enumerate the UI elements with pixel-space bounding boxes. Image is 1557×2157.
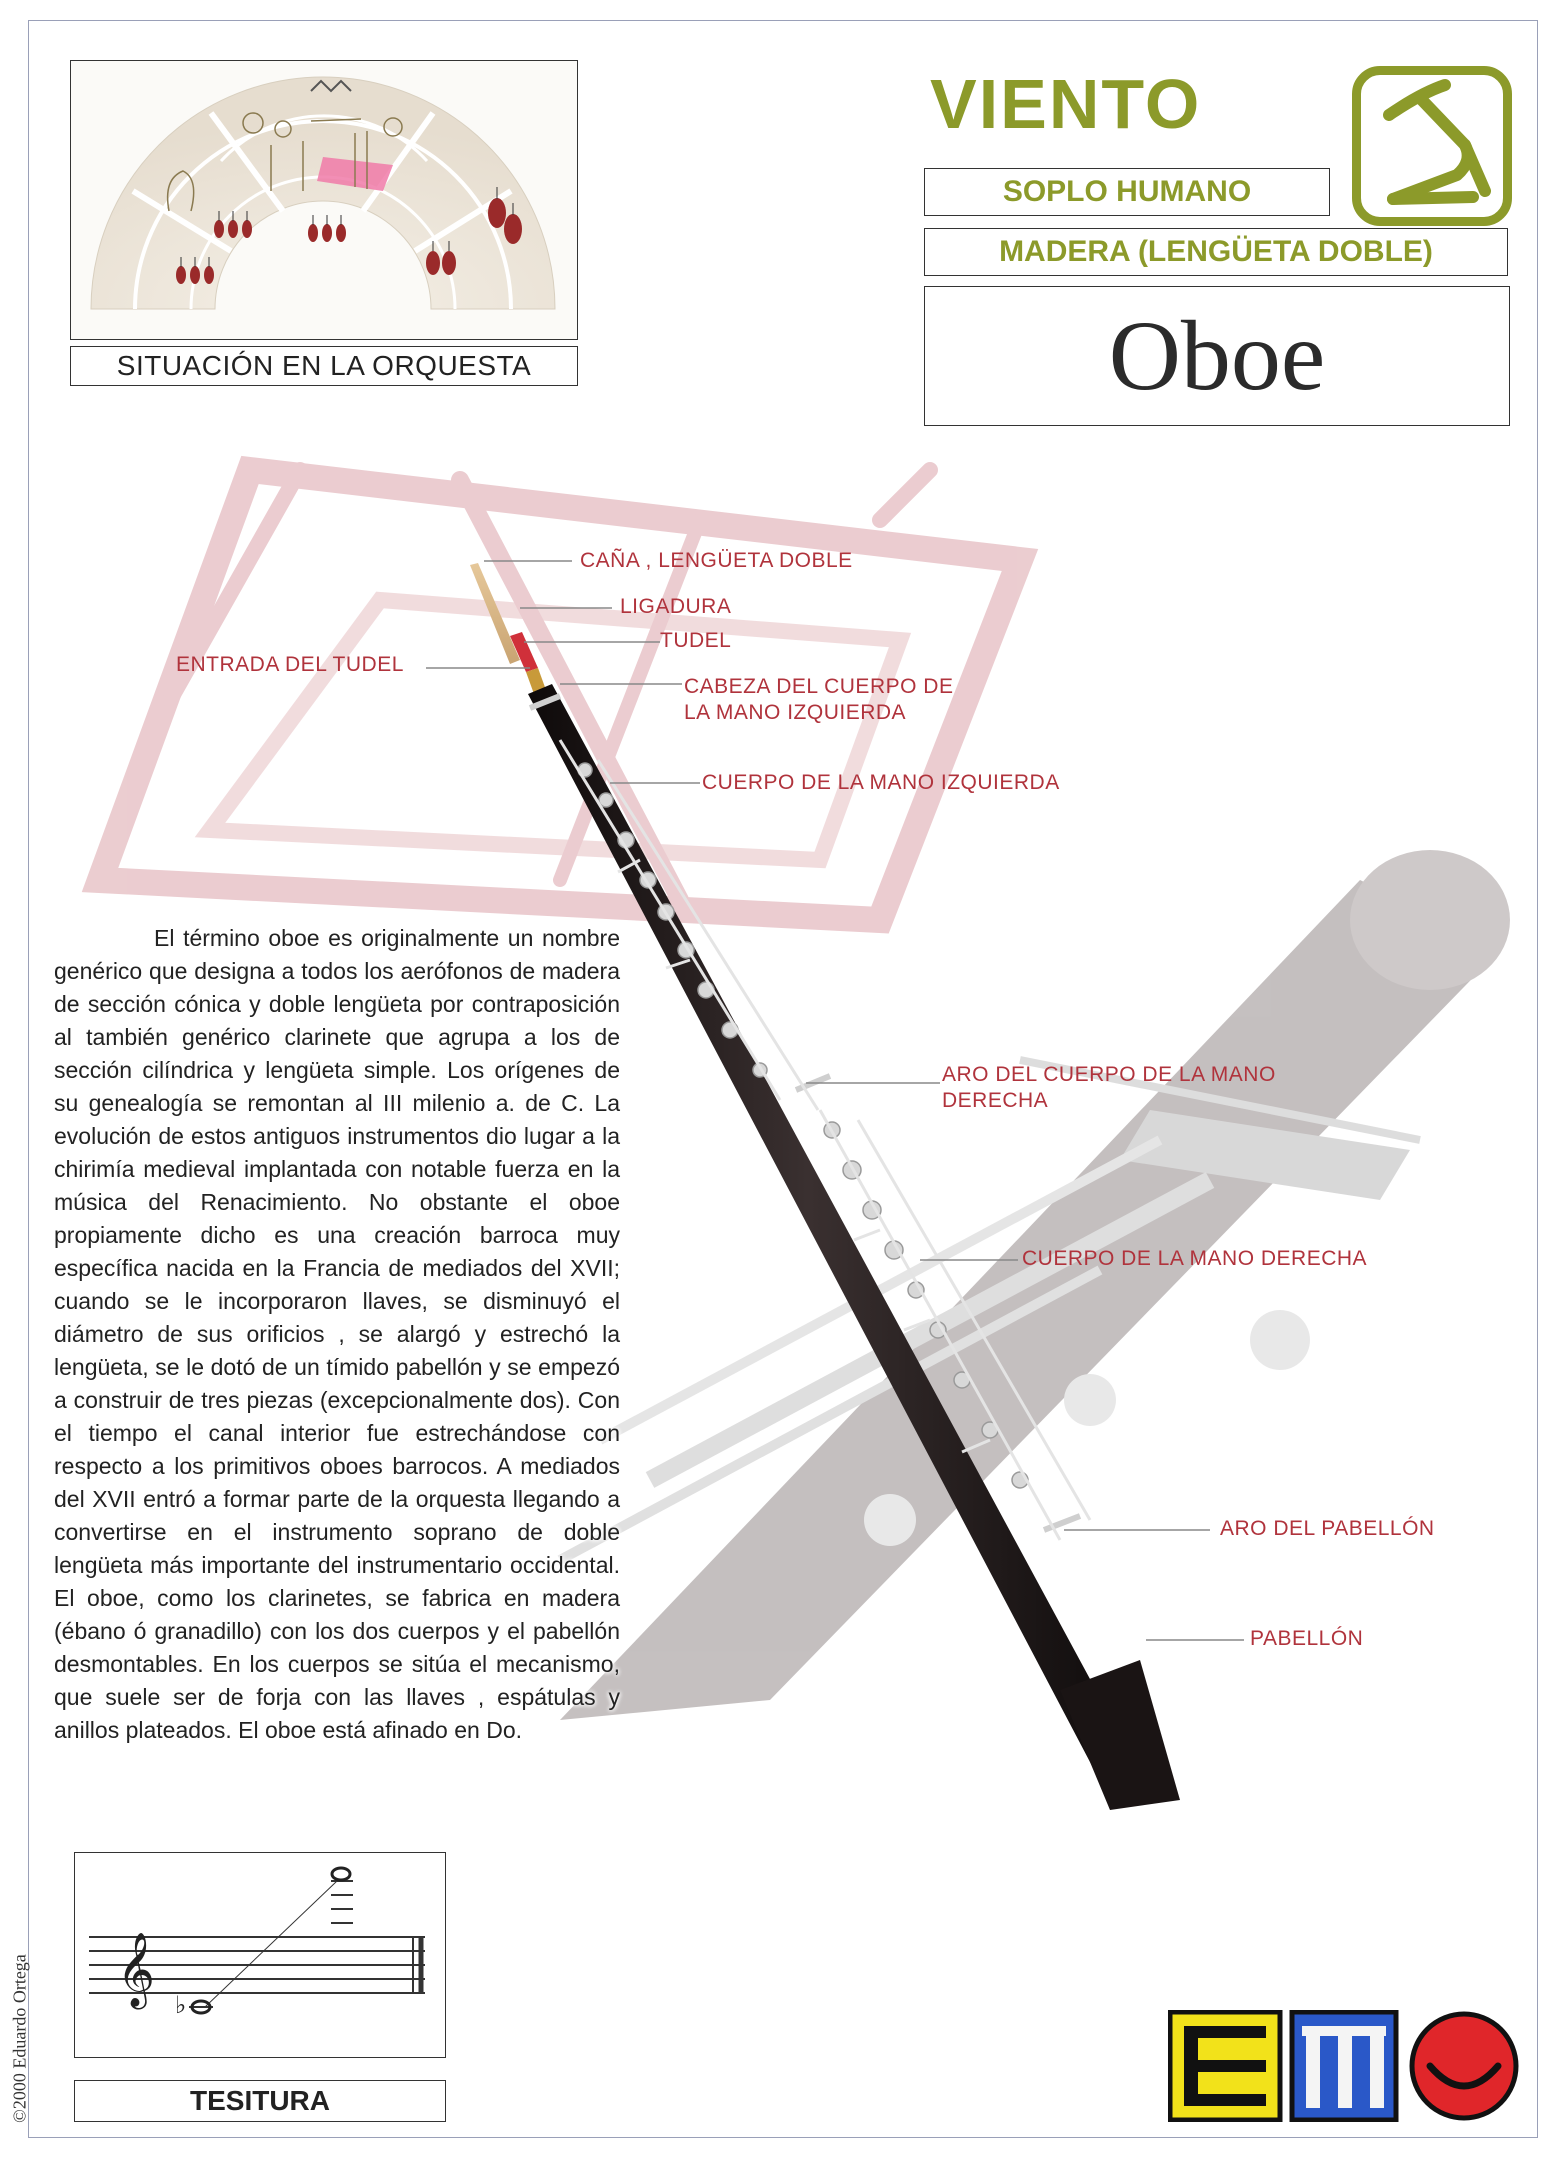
tessitura-caption: TESITURA — [74, 2080, 446, 2122]
label-left-body: CUERPO DE LA MANO IZQUIERDA — [702, 771, 1060, 794]
label-left-head-line1: CABEZA DEL CUERPO DE — [684, 675, 954, 698]
orchestra-seating-illustration — [71, 61, 576, 338]
label-right-ring — [942, 1062, 1276, 1114]
label-left-head-line2: LA MANO IZQUIERDA — [684, 701, 907, 724]
instrument-name: Oboe — [924, 286, 1510, 426]
orchestra-seating-diagram — [70, 60, 578, 340]
label-ligature: LIGADURA — [620, 595, 732, 618]
tessitura-staff — [74, 1852, 446, 2058]
copyright-text: ©2000 Eduardo Ortega — [9, 1954, 30, 2123]
family-title: VIENTO — [930, 65, 1202, 143]
wind-instrument-logo-icon — [1352, 66, 1512, 226]
treble-clef-icon: 𝄞 — [117, 1933, 155, 2007]
label-right-ring-line1: ARO DEL CUERPO DE LA MANO — [942, 1063, 1276, 1086]
label-right-body: CUERPO DE LA MANO DERECHA — [1022, 1247, 1368, 1270]
publisher-logo — [1168, 2010, 1528, 2122]
label-bell-ring: ARO DEL PABELLÓN — [1220, 1517, 1435, 1540]
label-right-ring-line2: DERECHA — [942, 1089, 1049, 1112]
subfamily-label: SOPLO HUMANO — [924, 168, 1330, 216]
orchestra-caption: SITUACIÓN EN LA ORQUESTA — [70, 346, 578, 386]
subclass-label: MADERA (LENGÜETA DOBLE) — [924, 228, 1508, 276]
label-bell: PABELLÓN — [1250, 1627, 1364, 1650]
label-staple: TUDEL — [660, 629, 732, 652]
label-staple-entry: ENTRADA DEL TUDEL — [176, 653, 404, 676]
label-left-head — [684, 674, 953, 726]
description-text: El término oboe es originalmente un nombre genérico que designa a todos los aerófonos de madera de sección cónica y doble lengüeta por contraposición al también genérico clarinete que agrupa a los de sección cilíndrica y lengüeta simple. Los orígenes de su genealogía se remontan al III milenio a. de C. La evolución de estos antiguos instrumentos dio lugar a la chirimía medieval implantada con notable fuerza en la música del Renacimiento. No obstante el oboe propiamente dicho es una creación barroca muy específica nacida en la Francia de mediados del XVII; cuando se le incorporaron llaves, se disminuyó el diámetro de sus orificios , se alargó y estrechó la lengüeta, se le dotó de un tímido pabellón y se empezó a construir de tres piezas (excepcionalmente dos). Con el tiempo el canal interior fue estrechándose con respecto a los primitivos oboes barrocos. A mediados del XVII entró a formar parte de la orquesta llegando a convertirse en el instrumento soprano de doble lengüeta más importante del instrumentario occidental. El oboe, como los clarinetes, se fabrica en madera (ébano ó granadillo) con los dos cuerpos y el pabellón desmontables. En los cuerpos se sitúa el mecanismo, que suele ser de forja con las llaves , espátulas y anillos plateados. El oboe está afinado en Do. — [54, 925, 620, 1743]
flat-symbol: ♭ — [175, 1991, 187, 2019]
label-reed: CAÑA , LENGÜETA DOBLE — [580, 549, 853, 572]
